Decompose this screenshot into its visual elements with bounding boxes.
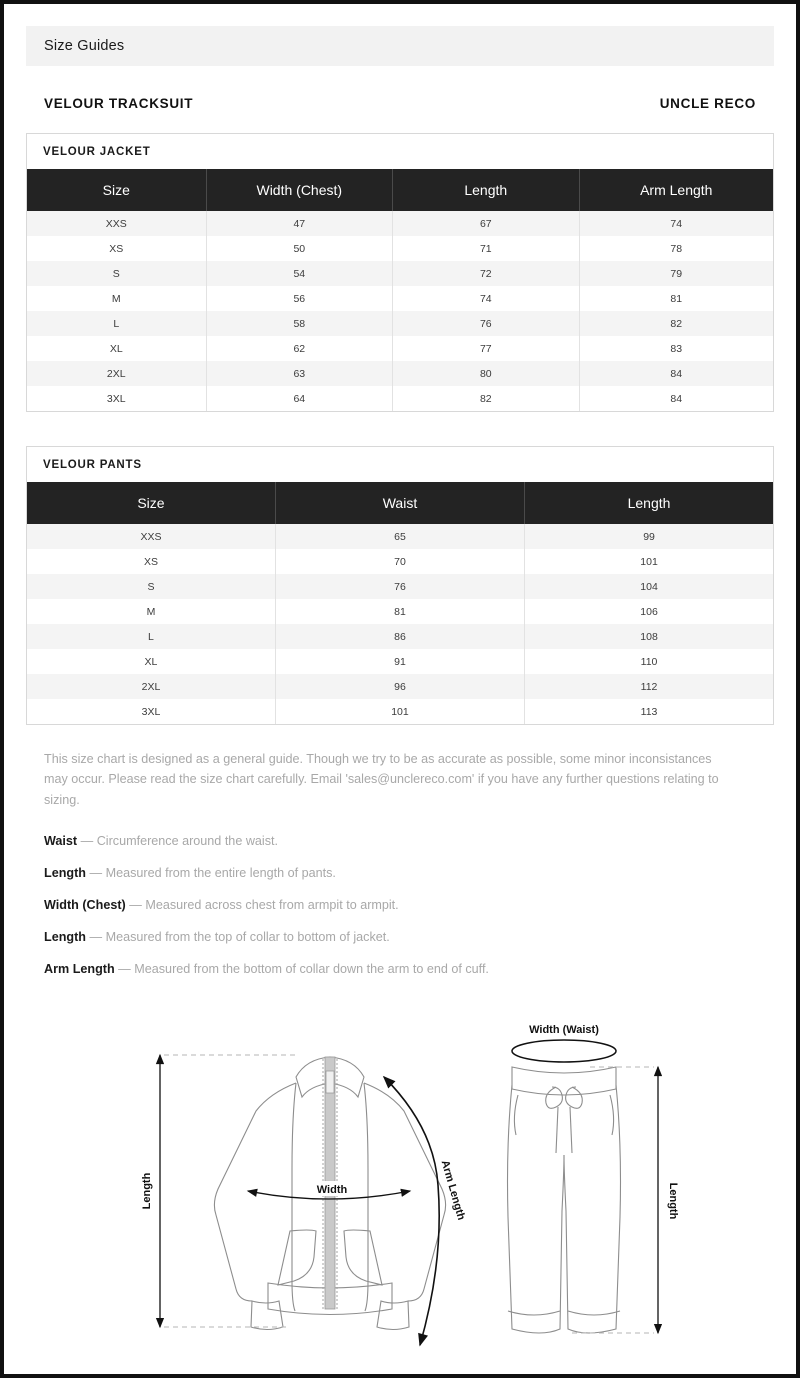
definition-description: — Measured from the entire length of pants. [85,866,336,881]
jacket-arm-length-label: Arm Length [438,1158,468,1222]
measurement-cell: 104 [640,580,658,593]
size-cell: M [27,599,275,624]
pants-table-body [27,524,773,724]
measurement-cell: 84 [670,367,683,380]
column-header-width-chest: Width (Chest) [206,169,393,211]
measurement-cell: 76 [275,574,524,599]
brand-name: UNCLE RECO [659,96,756,111]
table-header-row [27,169,773,211]
measurement-cell: 50 [206,236,393,261]
table-row [27,311,773,336]
measurement-cell: 101 [640,555,658,568]
measurement-cell: 71 [393,236,580,261]
measurement-definitions [26,832,774,978]
table-caption-jacket: VELOUR JACKET [27,134,773,169]
pants-drawing [508,1067,621,1333]
measurement-cell: 72 [393,261,580,286]
measurement-cell: 77 [393,336,580,361]
measurement-cell: 81 [670,292,683,305]
table-row [27,386,773,411]
definition-term: Arm Length [44,961,115,976]
column-header-arm-length: Arm Length [579,169,773,211]
jacket-arm-length-dimension [384,1077,467,1345]
table-row [27,574,773,599]
measurement-cell: 86 [275,624,524,649]
table-row [27,549,773,574]
measurement-cell: 74 [393,286,580,311]
definition-description: — Measured from the bottom of collar down the arm to end of cuff. [114,961,489,976]
measurement-cell: 101 [275,699,524,724]
column-header-size: Size [27,169,206,211]
size-cell: S [27,574,275,599]
table-row [27,674,773,699]
pants-size-table [27,482,773,724]
pants-length-label: Length [667,1182,679,1219]
size-cell: 3XL [27,386,206,411]
measurement-cell: 106 [640,605,658,618]
measurement-cell: 56 [206,286,393,311]
table-row [27,361,773,386]
size-cell: 3XL [27,699,275,724]
size-cell: L [27,624,275,649]
column-header-size: Size [27,482,275,524]
definition-row [44,960,756,979]
jacket-length-dimension [141,1055,298,1327]
measurement-cell: 80 [393,361,580,386]
measurement-cell: 58 [206,311,393,336]
size-cell: XL [27,649,275,674]
table-row [27,336,773,361]
definition-row [44,896,756,915]
definition-row [44,864,756,883]
table-row [27,261,773,286]
definition-row [44,832,756,851]
table-row [27,211,773,236]
pants-waist-label: Width (Waist) [529,1023,599,1036]
size-guides-header-bar [26,26,774,66]
table-caption-pants: VELOUR PANTS [27,447,773,482]
definition-term: Width (Chest) [44,897,126,912]
table-row [27,286,773,311]
size-cell: S [27,261,206,286]
table-row [27,699,773,724]
measurement-cell: 83 [670,342,683,355]
size-cell: XXS [27,211,206,236]
size-cell: L [27,311,206,336]
pants-waist-ellipse [512,1024,616,1062]
measurement-cell: 67 [393,211,580,236]
measurement-cell: 81 [275,599,524,624]
measurement-cell: 96 [275,674,524,699]
measurement-cell: 99 [643,530,655,543]
jacket-length-label: Length [141,1172,153,1209]
jacket-width-label: Width [316,1183,348,1196]
page-title: Size Guides [44,38,125,54]
pants-length-dimension [572,1067,679,1333]
size-cell: XS [27,236,206,261]
measurement-cell: 82 [393,386,580,411]
definition-term: Length [44,929,86,944]
measurement-cell: 70 [275,549,524,574]
table-header-row [27,482,773,524]
definition-row [44,928,756,947]
measurement-cell: 63 [206,361,393,386]
garment-illustration [26,1015,774,1375]
table-row [27,624,773,649]
measurement-cell: 65 [275,524,524,549]
definition-description: — Measured across chest from armpit to armpit. [125,897,399,912]
measurement-cell: 84 [670,392,683,405]
measurement-cell: 54 [206,261,393,286]
size-cell: XL [27,336,206,361]
disclaimer-text: This size chart is designed as a general guide. Though we try to be as accurate as possible, some minor inconsistances may occur. Please read the size chart carefully. Email 'sales@unclereco.com' if you have any further questions relating to sizing. [44,752,719,807]
product-header [26,96,774,111]
size-cell: M [27,286,206,311]
jacket-table-body [27,211,773,411]
measurement-cell: 113 [640,705,658,718]
measurement-cell: 64 [206,386,393,411]
table-row [27,236,773,261]
measurement-cell: 112 [640,680,658,693]
jacket-size-table [27,169,773,411]
measurement-cell: 110 [640,655,658,668]
measurement-cell: 91 [275,649,524,674]
column-header-length: Length [393,169,580,211]
definition-term: Waist [44,834,78,849]
jacket-size-table-block [26,133,774,412]
table-row [27,649,773,674]
table-row [27,599,773,624]
size-cell: 2XL [27,674,275,699]
definition-description: — Circumference around the waist. [77,834,279,849]
illustration-svg [120,1015,680,1375]
table-row [27,524,773,549]
pants-size-table-block [26,446,774,725]
size-cell: XXS [27,524,275,549]
measurement-cell: 47 [206,211,393,236]
measurement-cell: 62 [206,336,393,361]
measurement-cell: 76 [393,311,580,336]
measurement-cell: 108 [640,630,658,643]
product-name: VELOUR TRACKSUIT [44,96,194,111]
definition-term: Length [44,866,86,881]
size-cell: XS [27,549,275,574]
measurement-cell: 74 [670,217,683,230]
definition-description: — Measured from the top of collar to bottom of jacket. [85,929,390,944]
size-cell: 2XL [27,361,206,386]
measurement-cell: 79 [670,267,683,280]
measurement-cell: 82 [670,317,683,330]
column-header-length: Length [525,482,773,524]
column-header-waist: Waist [275,482,524,524]
measurement-cell: 78 [670,242,683,255]
